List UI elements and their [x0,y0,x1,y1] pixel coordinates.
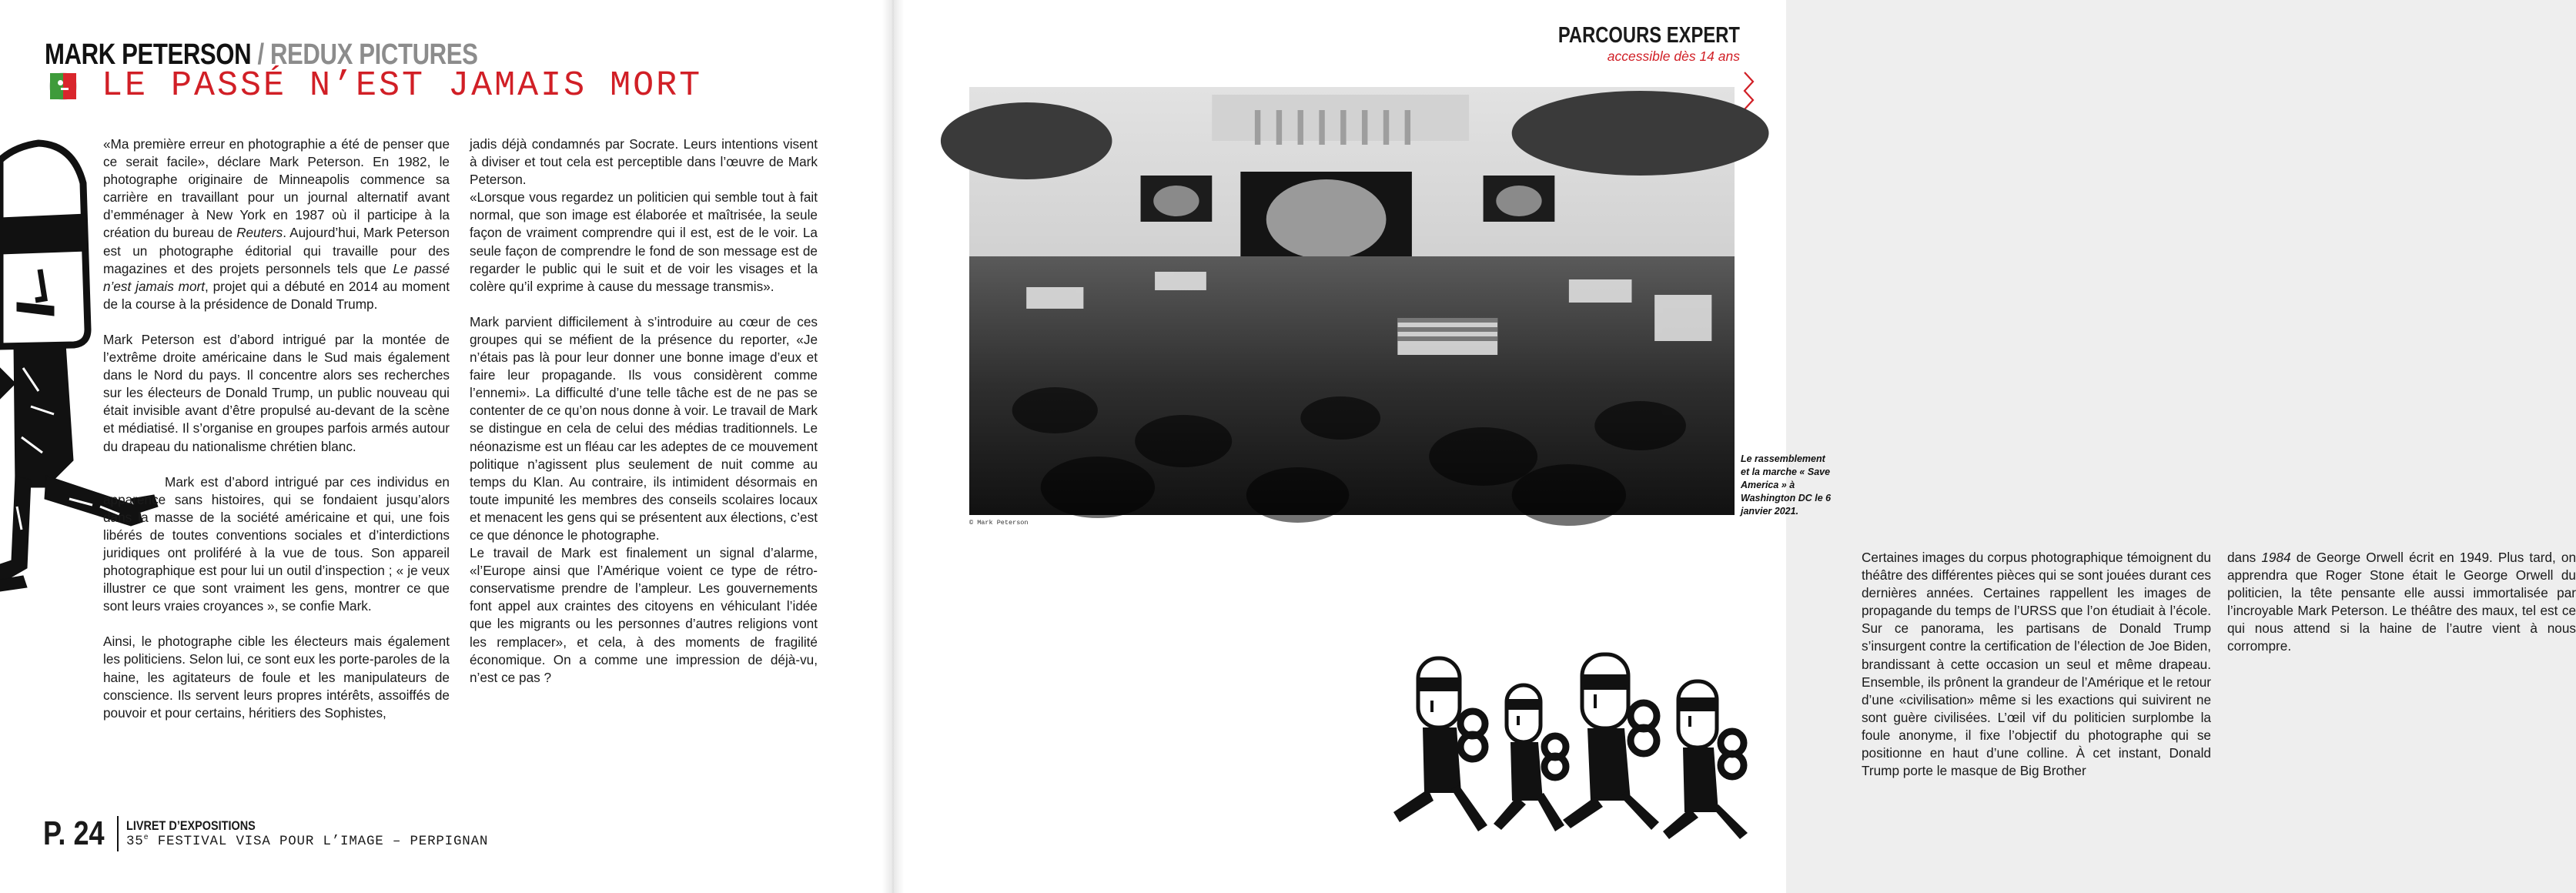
agency-name: REDUX PICTURES [269,38,478,71]
page-gutter [882,0,904,893]
text-column-4 [2227,549,2576,656]
parcours-title: PARCOURS EXPERT [1557,23,1740,48]
paragraph: «Ma première erreur en photographie a été de penser que ce serait facile», déclare Mark Peterson. En 1982, le photographe originaire de Minneapolis commence sa carrière en travaillant pour un journal alternatif avant d’emménager à New York en 1987 où il participe à la création du bureau de Reuters. Aujourd’hui, Mark Peterson est un photographe éditorial qui travaille pour des magazines et des projets personnels tels que Le passé n’est jamais mort, projet qui a débuté en 2014 au moment de la course à la présidence de Donald Trump. [103,136,450,312]
text-column-1 [103,135,450,722]
page-number: P. 24 [43,814,105,852]
rally-photograph [969,87,1735,515]
right-page [893,0,2576,893]
author-name: MARK PETERSON [45,38,252,71]
paragraph: Le travail de Mark est finalement un signal d’alarme, «l’Europe ainsi que l’Amérique voient ce type de rétro-conservatisme prendre de l’ampleur. Les gouvernements font appel aux craintes des citoyens en véhiculant l’idée que les migrants ou les personnes d’autres religions vont les remplacer», et cela, à des moments de fragilité économique. On a comme une impression de déjà-vu, n’est ce pas ? [470,545,818,685]
booklet-label: LIVRET D’EXPOSITIONS [126,818,256,833]
text-column-2 [470,135,818,687]
paragraph: Ainsi, le photographe cible les électeurs mais également les politiciens. Selon lui, ce sont eux les porte-paroles de la haine, les agitateurs de foule et les manipulateurs de conscience. Ils servent leurs propres intérêts, assoiffés de pouvoir et pour certains, héritiers des Sophistes, [103,634,450,721]
photo-credit: © Mark Peterson [969,519,1029,527]
parcours-heading [1518,23,1740,65]
author-separator: / [257,38,264,71]
paragraph: Mark parvient difficilement à s’introduire au cœur de ces groupes qui se méfient de la présence du reporter, «Je n’étais pas là pour leur donner une bonne image d’eux et faire leur propagande. Ils vous considèrent comme l’ennemi». La difficulté d’une telle tâche est de ne pas se contenter de ce qu’on nous donne à voir. Le travail de Mark se distingue en cela de celui des médias traditionnels. Le néonazisme est un fléau car les adeptes de ce mouvement politique n’agissent plus seulement de nuit comme au temps du Klan. Au contraire, ils intimident désormais en toute impunité les membres des conseils scolaires locaux et menacent les gens qui se présentent aux élections, c’est ce que dénonce le photographe. [470,313,818,543]
title-row [49,66,702,105]
left-page [0,0,893,893]
paragraph: dans 1984 de George Orwell écrit en 1949. Plus tard, on apprendra que Roger Stone était le George Orwell du politicien, la tête pensante elle aussi immortalisée par l’incroyable Mark Peterson. Le théâtre des maux, tel est ce qui nous attend si la haine de l’autre vient à nous corrompre. [2227,550,2576,654]
paragraph: Mark Peterson est d’abord intrigué par la montée de l’extrême droite américaine dans le Sud mais également dans le Nord du pays. Il concentre alors ses recherches sur les électeurs de Donald Trump, un public nouveau qui était invisible avant d’être propulsé au-devant de la scène et médiatisé. Il s’organise en groupes parfois armés autour du drapeau du nationalisme chrétien blanc. [103,331,450,454]
photo-caption: Le rassemblement et la marche « Save America » à Washington DC le 6 janvier 2021. [1741,453,1832,517]
page-footer [43,814,488,853]
exhibition-title: LE PASSÉ N’EST JAMAIS MORT [102,66,703,105]
paragraph: Mark est d’abord intrigué par ces individus en apparence sans histoires, qui se fondaient jusqu’alors dans la masse de la société américaine et qui, une fois libérés de toutes conventions sociales et d’interdictions juridiques ont proliféré à la vue de tous. Son appareil photographique est pour lui un outil d’inspection ; « je veux illustrer ce que sont vraiment les gens, montrer ce que sont leurs vraies croyances », se confie Mark. [103,473,450,614]
text-column-3 [1862,549,2211,780]
parcours-subtitle: accessible dès 14 ans [1607,48,1740,64]
visa-badge-icon [49,72,77,100]
paragraph: Certaines images du corpus photographique témoignent du théâtre des différentes pièces qui se sont jouées durant ces dernières années. Certaines rappellent les images de propagande du temps de l’URSS que l’on étudiait à l’école. Sur ce panorama, les partisans de Donald Trump s’insurgent contre la certification de l’élection de Joe Biden, brandissant à cette occasion un seul et même drapeau. Ensemble, ils prônent la grandeur de l’Amérique et le retour d’une «civilisation» même si les exactions qui suivirent ne sont guère civilisées. L’œil vif du politicien surplombe la foule anonyme, il fixe l’objectif du photographe qui se positionne en haut d’une colline. À cet instant, Donald Trump porte le masque de Big Brother [1862,550,2211,779]
wind-up-figures-illustration [1386,647,1786,847]
paragraph: «Lorsque vous regardez un politicien qui semble tout à fait normal, que son image est élaborée et maîtrisée, la seule façon de vraiment comprendre qui il est, est de le voir. La seule façon de comprendre le fond de son message est de regarder le public qui le suit et de voir les visages et la colère qu’il exprime à cause du message transmis». [470,189,818,294]
festival-label: 35e FESTIVAL VISA POUR L’IMAGE – PERPIGNAN [126,834,489,849]
paragraph: jadis déjà condamnés par Socrate. Leurs intentions visent à diviser et tout cela est perceptible dans l’œuvre de Mark Peterson. [470,136,818,188]
footer-divider [117,816,119,851]
